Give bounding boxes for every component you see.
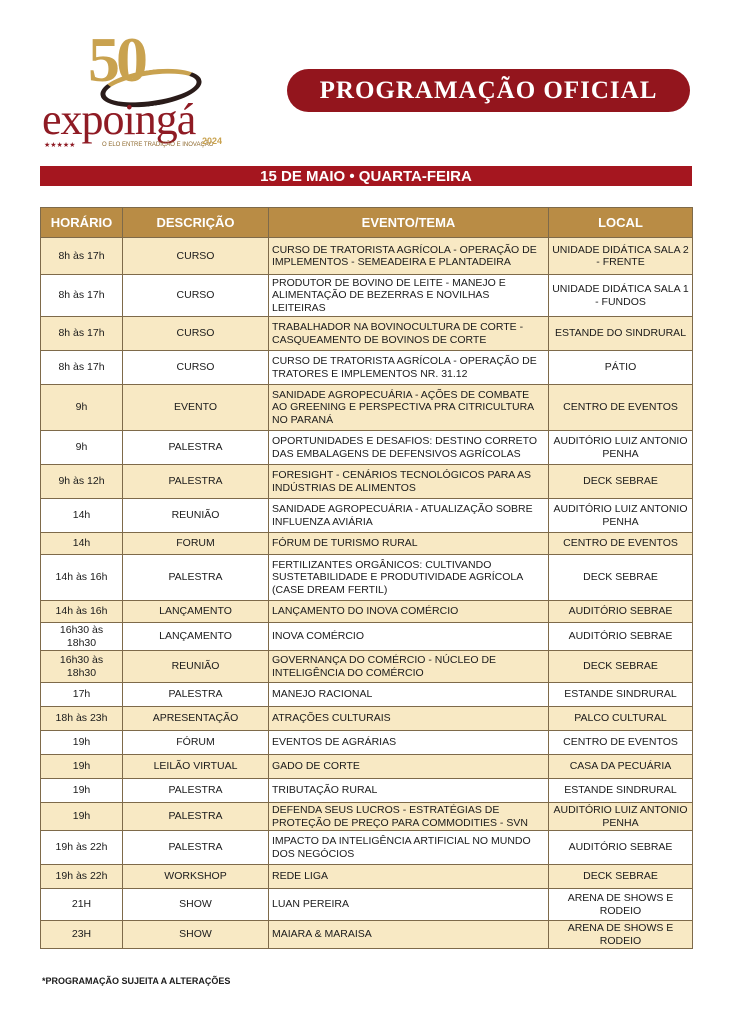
- cell-description: PALESTRA: [123, 555, 269, 601]
- cell-description: LANÇAMENTO: [123, 601, 269, 623]
- table-row: [41, 755, 693, 779]
- table-row: [41, 431, 693, 465]
- table-row: [41, 465, 693, 499]
- cell-time: 8h às 17h: [41, 351, 123, 385]
- cell-location: ESTANDE SINDRURAL: [549, 779, 693, 803]
- cell-location: UNIDADE DIDÁTICA SALA 2 - FRENTE: [549, 238, 693, 275]
- cell-time: 8h às 17h: [41, 317, 123, 351]
- logo-tagline: O ELO ENTRE TRADIÇÃO E INOVAÇÃO: [102, 142, 214, 148]
- cell-event: CURSO DE TRATORISTA AGRÍCOLA - OPERAÇÃO DE TRATORES E IMPLEMENTOS NR. 31.12: [269, 351, 549, 385]
- table-row: [41, 889, 693, 921]
- cell-description: SHOW: [123, 889, 269, 921]
- cell-location: CASA DA PECUÁRIA: [549, 755, 693, 779]
- cell-location: ESTANDE DO SINDRURAL: [549, 317, 693, 351]
- cell-event: INOVA COMÉRCIO: [269, 623, 549, 651]
- footnote: *PROGRAMAÇÃO SUJEITA A ALTERAÇÕES: [42, 976, 231, 986]
- table-row: [41, 779, 693, 803]
- schedule-table: [40, 207, 693, 949]
- cell-time: 9h: [41, 431, 123, 465]
- cell-event: CURSO DE TRATORISTA AGRÍCOLA - OPERAÇÃO DE IMPLEMENTOS - SEMEADEIRA E PLANTADEIRA: [269, 238, 549, 275]
- cell-event: LANÇAMENTO DO INOVA COMÉRCIO: [269, 601, 549, 623]
- cell-location: AUDITÓRIO LUIZ ANTONIO PENHA: [549, 431, 693, 465]
- cell-description: PALESTRA: [123, 831, 269, 865]
- logo-wordmark: expoingá: [42, 95, 196, 144]
- cell-event: GOVERNANÇA DO COMÉRCIO - NÚCLEO DE INTELIGÊNCIA DO COMÉRCIO: [269, 651, 549, 683]
- cell-event: FERTILIZANTES ORGÂNICOS: CULTIVANDO SUSTETABILIDADE E PRODUTIVIDADE AGRÍCOLA (CASE DREAM FERTIL): [269, 555, 549, 601]
- cell-time: 19h às 22h: [41, 831, 123, 865]
- cell-time: 16h30 às 18h30: [41, 651, 123, 683]
- cell-location: CENTRO DE EVENTOS: [549, 533, 693, 555]
- cell-description: CURSO: [123, 317, 269, 351]
- cell-description: EVENTO: [123, 385, 269, 431]
- cell-location: CENTRO DE EVENTOS: [549, 731, 693, 755]
- cell-event: FORESIGHT - CENÁRIOS TECNOLÓGICOS PARA AS INDÚSTRIAS DE ALIMENTOS: [269, 465, 549, 499]
- table-row: [41, 683, 693, 707]
- table-row: [41, 351, 693, 385]
- cell-time: 19h: [41, 755, 123, 779]
- cell-location: ARENA DE SHOWS E RODEIO: [549, 889, 693, 921]
- table-row: [41, 803, 693, 831]
- cell-location: ESTANDE SINDRURAL: [549, 683, 693, 707]
- cell-description: LANÇAMENTO: [123, 623, 269, 651]
- schedule-body: [41, 238, 693, 949]
- cell-event: MANEJO RACIONAL: [269, 683, 549, 707]
- column-header-time: HORÁRIO: [41, 208, 123, 238]
- table-row: [41, 499, 693, 533]
- cell-event: LUAN PEREIRA: [269, 889, 549, 921]
- cell-event: IMPACTO DA INTELIGÊNCIA ARTIFICIAL NO MUNDO DOS NEGÓCIOS: [269, 831, 549, 865]
- cell-description: CURSO: [123, 351, 269, 385]
- cell-time: 19h: [41, 803, 123, 831]
- cell-time: 21H: [41, 889, 123, 921]
- cell-location: PALCO CULTURAL: [549, 707, 693, 731]
- expoinga-logo: [36, 24, 236, 158]
- cell-description: SHOW: [123, 921, 269, 949]
- table-row: [41, 317, 693, 351]
- cell-location: ARENA DE SHOWS E RODEIO: [549, 921, 693, 949]
- cell-description: PALESTRA: [123, 803, 269, 831]
- cell-location: DECK SEBRAE: [549, 865, 693, 889]
- cell-location: CENTRO DE EVENTOS: [549, 385, 693, 431]
- table-row: [41, 533, 693, 555]
- cell-event: REDE LIGA: [269, 865, 549, 889]
- cell-location: DECK SEBRAE: [549, 555, 693, 601]
- column-header-event: EVENTO/TEMA: [269, 208, 549, 238]
- cell-time: 19h: [41, 779, 123, 803]
- cell-time: 9h: [41, 385, 123, 431]
- cell-location: PÁTIO: [549, 351, 693, 385]
- cell-description: PALESTRA: [123, 431, 269, 465]
- date-banner: 15 DE MAIO • QUARTA-FEIRA: [40, 166, 692, 186]
- cell-location: AUDITÓRIO SEBRAE: [549, 831, 693, 865]
- table-header-row: [41, 208, 693, 238]
- logo-year: 2024: [202, 136, 223, 146]
- cell-location: AUDITÓRIO LUIZ ANTONIO PENHA: [549, 499, 693, 533]
- table-row: [41, 865, 693, 889]
- table-row: [41, 601, 693, 623]
- cell-location: AUDITÓRIO SEBRAE: [549, 623, 693, 651]
- cell-event: SANIDADE AGROPECUÁRIA - AÇÕES DE COMBATE AO GREENING E PERSPECTIVA PRA CITRICULTURA NO PARANÁ: [269, 385, 549, 431]
- table-row: [41, 831, 693, 865]
- table-row: [41, 731, 693, 755]
- cell-description: PALESTRA: [123, 779, 269, 803]
- table-row: [41, 707, 693, 731]
- cell-time: 14h: [41, 499, 123, 533]
- cell-location: AUDITÓRIO LUIZ ANTONIO PENHA: [549, 803, 693, 831]
- cell-description: CURSO: [123, 275, 269, 317]
- cell-event: MAIARA & MARAISA: [269, 921, 549, 949]
- cell-event: TRIBUTAÇÃO RURAL: [269, 779, 549, 803]
- cell-description: LEILÃO VIRTUAL: [123, 755, 269, 779]
- cell-time: 14h: [41, 533, 123, 555]
- cell-location: DECK SEBRAE: [549, 651, 693, 683]
- cell-event: DEFENDA SEUS LUCROS - ESTRATÉGIAS DE PROTEÇÃO DE PREÇO PARA COMMODITIES - SVN: [269, 803, 549, 831]
- cell-event: SANIDADE AGROPECUÁRIA - ATUALIZAÇÃO SOBRE INFLUENZA AVIÁRIA: [269, 499, 549, 533]
- cell-description: PALESTRA: [123, 465, 269, 499]
- cell-event: FÓRUM DE TURISMO RURAL: [269, 533, 549, 555]
- cell-event: TRABALHADOR NA BOVINOCULTURA DE CORTE - CASQUEAMENTO DE BOVINOS DE CORTE: [269, 317, 549, 351]
- cell-event: ATRAÇÕES CULTURAIS: [269, 707, 549, 731]
- table-row: [41, 623, 693, 651]
- cell-event: PRODUTOR DE BOVINO DE LEITE - MANEJO E ALIMENTAÇÃO DE BEZERRAS E NOVILHAS LEITEIRAS: [269, 275, 549, 317]
- cell-time: 8h às 17h: [41, 238, 123, 275]
- cell-description: REUNIÃO: [123, 651, 269, 683]
- cell-description: PALESTRA: [123, 683, 269, 707]
- cell-description: FORUM: [123, 533, 269, 555]
- logo-fifty: 50: [88, 24, 144, 95]
- column-header-location: LOCAL: [549, 208, 693, 238]
- cell-time: 23H: [41, 921, 123, 949]
- column-header-description: DESCRIÇÃO: [123, 208, 269, 238]
- table-row: [41, 921, 693, 949]
- table-row: [41, 651, 693, 683]
- cell-time: 8h às 17h: [41, 275, 123, 317]
- page-title: PROGRAMAÇÃO OFICIAL: [287, 69, 690, 112]
- cell-location: AUDITÓRIO SEBRAE: [549, 601, 693, 623]
- cell-location: DECK SEBRAE: [549, 465, 693, 499]
- cell-description: CURSO: [123, 238, 269, 275]
- logo-stars: ★★★★★: [44, 142, 76, 149]
- cell-description: FÓRUM: [123, 731, 269, 755]
- cell-time: 16h30 às 18h30: [41, 623, 123, 651]
- table-row: [41, 275, 693, 317]
- cell-description: APRESENTAÇÃO: [123, 707, 269, 731]
- cell-event: EVENTOS DE AGRÁRIAS: [269, 731, 549, 755]
- cell-time: 14h às 16h: [41, 601, 123, 623]
- cell-event: GADO DE CORTE: [269, 755, 549, 779]
- cell-time: 9h às 12h: [41, 465, 123, 499]
- cell-time: 18h às 23h: [41, 707, 123, 731]
- cell-location: UNIDADE DIDÁTICA SALA 1 - FUNDOS: [549, 275, 693, 317]
- cell-time: 17h: [41, 683, 123, 707]
- table-row: [41, 555, 693, 601]
- cell-time: 19h: [41, 731, 123, 755]
- cell-event: OPORTUNIDADES E DESAFIOS: DESTINO CORRETO DAS EMBALAGENS DE DEFENSIVOS AGRÍCOLAS: [269, 431, 549, 465]
- cell-time: 19h às 22h: [41, 865, 123, 889]
- table-row: [41, 385, 693, 431]
- cell-time: 14h às 16h: [41, 555, 123, 601]
- table-row: [41, 238, 693, 275]
- cell-description: WORKSHOP: [123, 865, 269, 889]
- cell-description: REUNIÃO: [123, 499, 269, 533]
